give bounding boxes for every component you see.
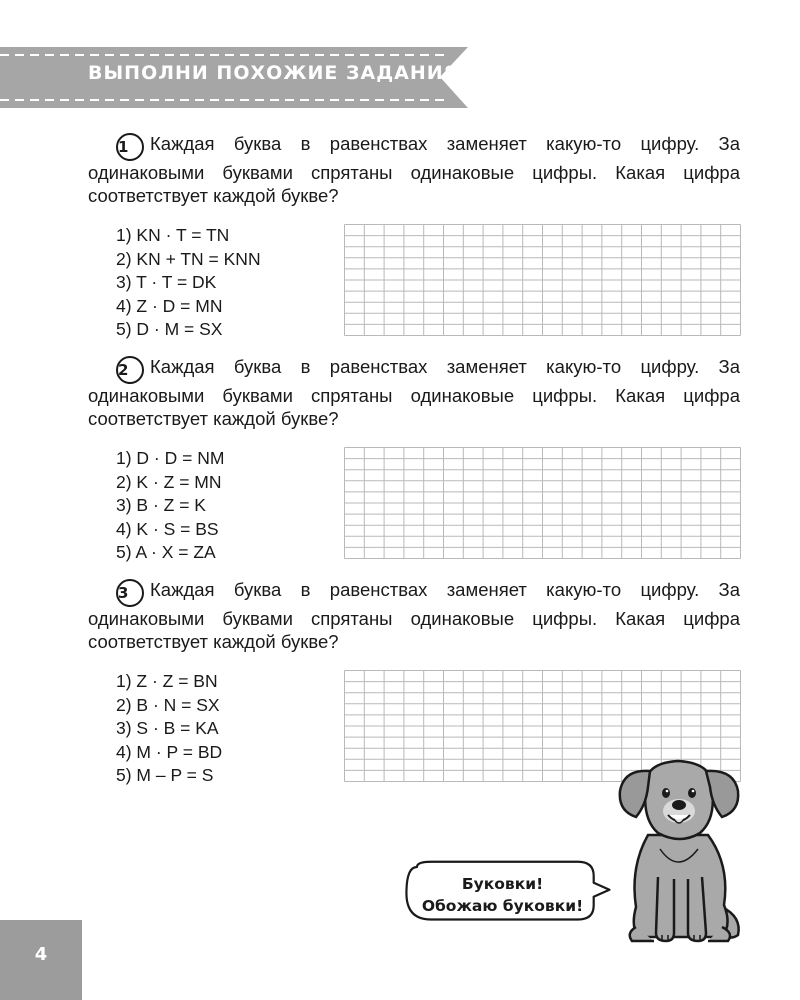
task-3-equations <box>116 670 222 788</box>
equation: 3) T · T = DK <box>116 272 217 292</box>
task-2-text <box>88 355 740 430</box>
equation: 5) M – P = S <box>116 765 214 785</box>
task-2-answer-grid[interactable] <box>344 447 742 559</box>
equation: 4) Z · D = MN <box>116 295 223 316</box>
task-3 <box>88 578 740 785</box>
speech-line-2: Обожаю буковки! <box>421 897 584 915</box>
equation: 2) B · N = SX <box>116 694 220 715</box>
task-2-statement: Каждая буква в равенствах заменяет какую-то цифру. За одинаковыми буквами спрятаны одинаковые цифры. Какая цифра соответствует каждой букве? <box>88 356 740 429</box>
task-2 <box>88 355 740 562</box>
equation: 2) KN + TN = KNN <box>116 248 261 269</box>
task-1-statement: Каждая буква в равенствах заменяет какую-то цифру. За одинаковыми буквами спрятаны одинаковые цифры. Какая цифра соответствует каждой букве? <box>88 133 740 206</box>
speech-text <box>400 873 605 917</box>
equation: 3) S · B = KA <box>116 718 219 738</box>
task-1-text <box>88 132 740 207</box>
task-2-equations <box>116 447 224 565</box>
task-1-answer-grid[interactable] <box>344 224 742 336</box>
task-2-number: 2 <box>116 356 144 384</box>
page-number-box <box>0 920 82 1000</box>
equation: 5) D · M = SX <box>116 319 223 339</box>
header-title: ВЫПОЛНИ ПОХОЖИЕ ЗАДАНИЯ <box>88 62 460 84</box>
task-3-statement: Каждая буква в равенствах заменяет какую-то цифру. За одинаковыми буквами спрятаны одинаковые цифры. Какая цифра соответствует каждой букве? <box>88 579 740 652</box>
equation: 2) K · Z = MN <box>116 471 222 492</box>
page-number: 4 <box>34 944 48 965</box>
task-3-text <box>88 578 740 653</box>
dog-illustration <box>610 757 750 945</box>
task-1 <box>88 132 740 339</box>
equation: 5) A · X = ZA <box>116 542 216 562</box>
header-banner <box>0 0 800 120</box>
speech-line-1: Буковки! <box>461 875 544 893</box>
equation: 3) B · Z = K <box>116 495 206 515</box>
task-1-equations <box>116 224 261 342</box>
equation: 1) KN · T = TN <box>116 225 230 245</box>
equation: 1) Z · Z = BN <box>116 671 218 691</box>
task-1-number: 1 <box>116 133 144 161</box>
equation: 4) M · P = BD <box>116 741 223 762</box>
task-3-number: 3 <box>116 579 144 607</box>
equation: 4) K · S = BS <box>116 518 219 539</box>
equation: 1) D · D = NM <box>116 448 225 468</box>
